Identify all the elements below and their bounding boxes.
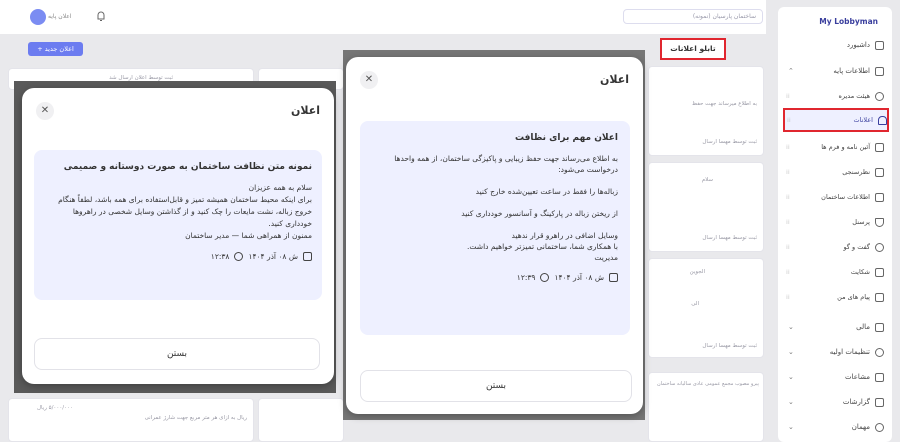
drag-handle-icon: ⁞⁞ bbox=[786, 193, 790, 201]
brand-logo-text: My Lobbyman bbox=[819, 17, 878, 26]
message-box bbox=[360, 121, 630, 335]
card-text: الی bbox=[691, 301, 699, 307]
report-icon bbox=[875, 398, 884, 407]
drag-handle-icon: ⁞⁞ bbox=[786, 218, 790, 226]
message-body: به اطلاع می‌رساند جهت حفظ زیبایی و پاکیزگی ساختمان، از همه واحدها درخواست می‌شود: زباله‌ها را فقط در ساعت تعیین‌شده خارج کنید از ریختن زباله در پارکینگ و آسانسور خودداری کنید وسایل اضافی در راهرو قرار ندهید با همکاری شما، ساختمانی تمیزتر خواهیم داشت. مدیریت bbox=[394, 154, 618, 262]
message-time: ۱۲:۳۸ bbox=[210, 252, 230, 261]
sidebar-item-common-areas[interactable]: مشاعات ⌄ bbox=[784, 370, 884, 384]
page-title: تابلو اعلانات bbox=[660, 38, 726, 60]
sidebar-item-board[interactable]: هیئت مدیره ⁞⁞ bbox=[784, 89, 884, 103]
sidebar-item-initial-settings[interactable]: تنظیمات اولیه ⌄ bbox=[784, 345, 884, 359]
drag-handle-icon: ⁞⁞ bbox=[786, 293, 790, 301]
chevron-down-icon: ⌄ bbox=[788, 423, 794, 431]
announcement-modal-right bbox=[346, 57, 643, 414]
sidebar-item-my-messages[interactable]: پیام های من ⁞⁞ bbox=[784, 290, 884, 304]
message-box bbox=[34, 150, 322, 300]
avatar[interactable] bbox=[30, 9, 46, 25]
wallet-icon bbox=[875, 323, 884, 332]
sidebar-item-staff[interactable]: پرسنل ⁞⁞ bbox=[784, 215, 884, 229]
common-area-icon bbox=[875, 373, 884, 382]
new-announcement-button[interactable]: + اعلان جدید bbox=[28, 42, 83, 56]
bell-icon[interactable] bbox=[94, 9, 108, 23]
chevron-down-icon: ⌄ bbox=[788, 373, 794, 381]
sidebar-item-finance[interactable]: مالی ⌄ bbox=[784, 320, 884, 334]
modal-title: اعلان bbox=[290, 104, 320, 117]
card-text: ثبت توسط مهسا ارسال bbox=[702, 343, 757, 349]
message-timestamp bbox=[372, 273, 618, 282]
calendar-icon bbox=[303, 252, 312, 261]
bell-icon bbox=[878, 116, 887, 125]
sidebar-item-guests[interactable]: مهمان ⌄ bbox=[784, 420, 884, 434]
message-title: نمونه متن نظافت ساختمان به صورت دوستانه و صمیمی bbox=[63, 162, 312, 172]
sidebar-item-complaint[interactable]: شکایت ⁞⁞ bbox=[784, 265, 884, 279]
card-text: ریال به ازای هر متر مربع جهت شارژ عمرانی bbox=[144, 415, 247, 421]
sidebar-item-announcements[interactable]: اعلانات ⁞⁞ bbox=[783, 108, 889, 132]
card-text: ۵/۰۰۰/۰۰۰ ریال bbox=[37, 405, 73, 411]
chat-icon bbox=[875, 243, 884, 252]
drag-handle-icon: ⁞⁞ bbox=[786, 92, 790, 100]
list-item[interactable] bbox=[648, 372, 764, 442]
user-name[interactable]: اعلان پایه bbox=[48, 13, 72, 20]
chevron-down-icon: ⌄ bbox=[788, 398, 794, 406]
survey-icon bbox=[875, 168, 884, 177]
sidebar-item-basic-info[interactable]: اطلاعات پایه ⌃ bbox=[784, 64, 884, 78]
list-item[interactable] bbox=[258, 398, 344, 442]
card-text: الجوین bbox=[689, 269, 705, 275]
message-icon bbox=[875, 293, 884, 302]
board-icon bbox=[875, 92, 884, 101]
card-text: به اطلاع میرساند جهت حفظ bbox=[691, 101, 757, 107]
clock-icon bbox=[234, 252, 243, 261]
list-item[interactable] bbox=[648, 66, 764, 156]
top-bar bbox=[0, 0, 766, 34]
message-body: سلام به همه عزیزان برای اینکه محیط ساختمان همیشه تمیز و قابل‌استفاده برای همه باشد، لطفاً هنگام خروج زباله، نشت مایعات را چک کنید و از گذاشتن وسایل شخصی در راهروها خودداری کنید. ممنون از همراهی شما — مدیر ساختمان bbox=[58, 183, 312, 240]
sidebar-item-survey[interactable]: نظرسنجی ⁞⁞ bbox=[784, 165, 884, 179]
list-item[interactable] bbox=[648, 258, 764, 358]
card-text: پیرو مصوب مجمع عمومی عادی سالیانه ساختمان bbox=[656, 381, 759, 387]
list-item[interactable] bbox=[648, 162, 764, 252]
sidebar-item-dashboard[interactable]: داشبورد bbox=[784, 38, 884, 52]
users-icon bbox=[875, 423, 884, 432]
chevron-down-icon: ⌄ bbox=[788, 348, 794, 356]
modal-title: اعلان bbox=[599, 73, 629, 86]
message-date: ش ۰۸ آذر ۱۴۰۴ bbox=[248, 252, 298, 261]
message-title: اعلان مهم برای نظافت bbox=[515, 133, 618, 143]
message-timestamp bbox=[44, 252, 312, 261]
card-text: ثبت توسط مهسا ارسال bbox=[702, 139, 757, 145]
sidebar-item-rules-forms[interactable]: آئین نامه و فرم ها ⁞⁞ bbox=[784, 140, 884, 154]
calendar-icon bbox=[609, 273, 618, 282]
sidebar-item-reports[interactable]: گزارشات ⌄ bbox=[784, 395, 884, 409]
close-icon[interactable]: ✕ bbox=[36, 102, 54, 120]
drag-handle-icon: ⁞⁞ bbox=[786, 268, 790, 276]
chevron-up-icon: ⌃ bbox=[788, 67, 794, 75]
sidebar-item-building-info[interactable]: اطلاعات ساختمان ⁞⁞ bbox=[784, 190, 884, 204]
drag-handle-icon: ⁞⁞ bbox=[786, 243, 790, 251]
document-icon bbox=[875, 143, 884, 152]
card-text: سلام bbox=[701, 177, 713, 183]
message-time: ۱۲:۳۹ bbox=[516, 273, 536, 282]
complaint-icon bbox=[875, 268, 884, 277]
clock-icon bbox=[540, 273, 549, 282]
message-date: ش ۰۸ آذر ۱۴۰۴ bbox=[554, 273, 604, 282]
building-icon bbox=[875, 193, 884, 202]
drag-handle-icon: ⁞⁞ bbox=[786, 168, 790, 176]
close-button[interactable]: بستن bbox=[34, 338, 320, 370]
close-icon[interactable]: ✕ bbox=[360, 71, 378, 89]
announcement-modal-left bbox=[22, 88, 334, 384]
drag-handle-icon: ⁞⁞ bbox=[787, 116, 791, 124]
list-item[interactable] bbox=[8, 398, 254, 442]
dashboard-icon bbox=[875, 41, 884, 50]
card-text: ثبت توسط اعلان ارسال شد bbox=[109, 75, 173, 81]
shield-icon bbox=[875, 218, 884, 227]
drag-handle-icon: ⁞⁞ bbox=[786, 143, 790, 151]
gear-icon bbox=[875, 348, 884, 357]
info-icon bbox=[875, 67, 884, 76]
close-button[interactable]: بستن bbox=[360, 370, 632, 402]
building-select[interactable]: ساختمان پارسیان (نمونه) bbox=[623, 9, 763, 24]
card-text: ثبت توسط مهسا ارسال bbox=[702, 235, 757, 241]
sidebar bbox=[778, 7, 892, 442]
sidebar-item-chat[interactable]: گفت و گو ⁞⁞ bbox=[784, 240, 884, 254]
chevron-down-icon: ⌄ bbox=[788, 323, 794, 331]
